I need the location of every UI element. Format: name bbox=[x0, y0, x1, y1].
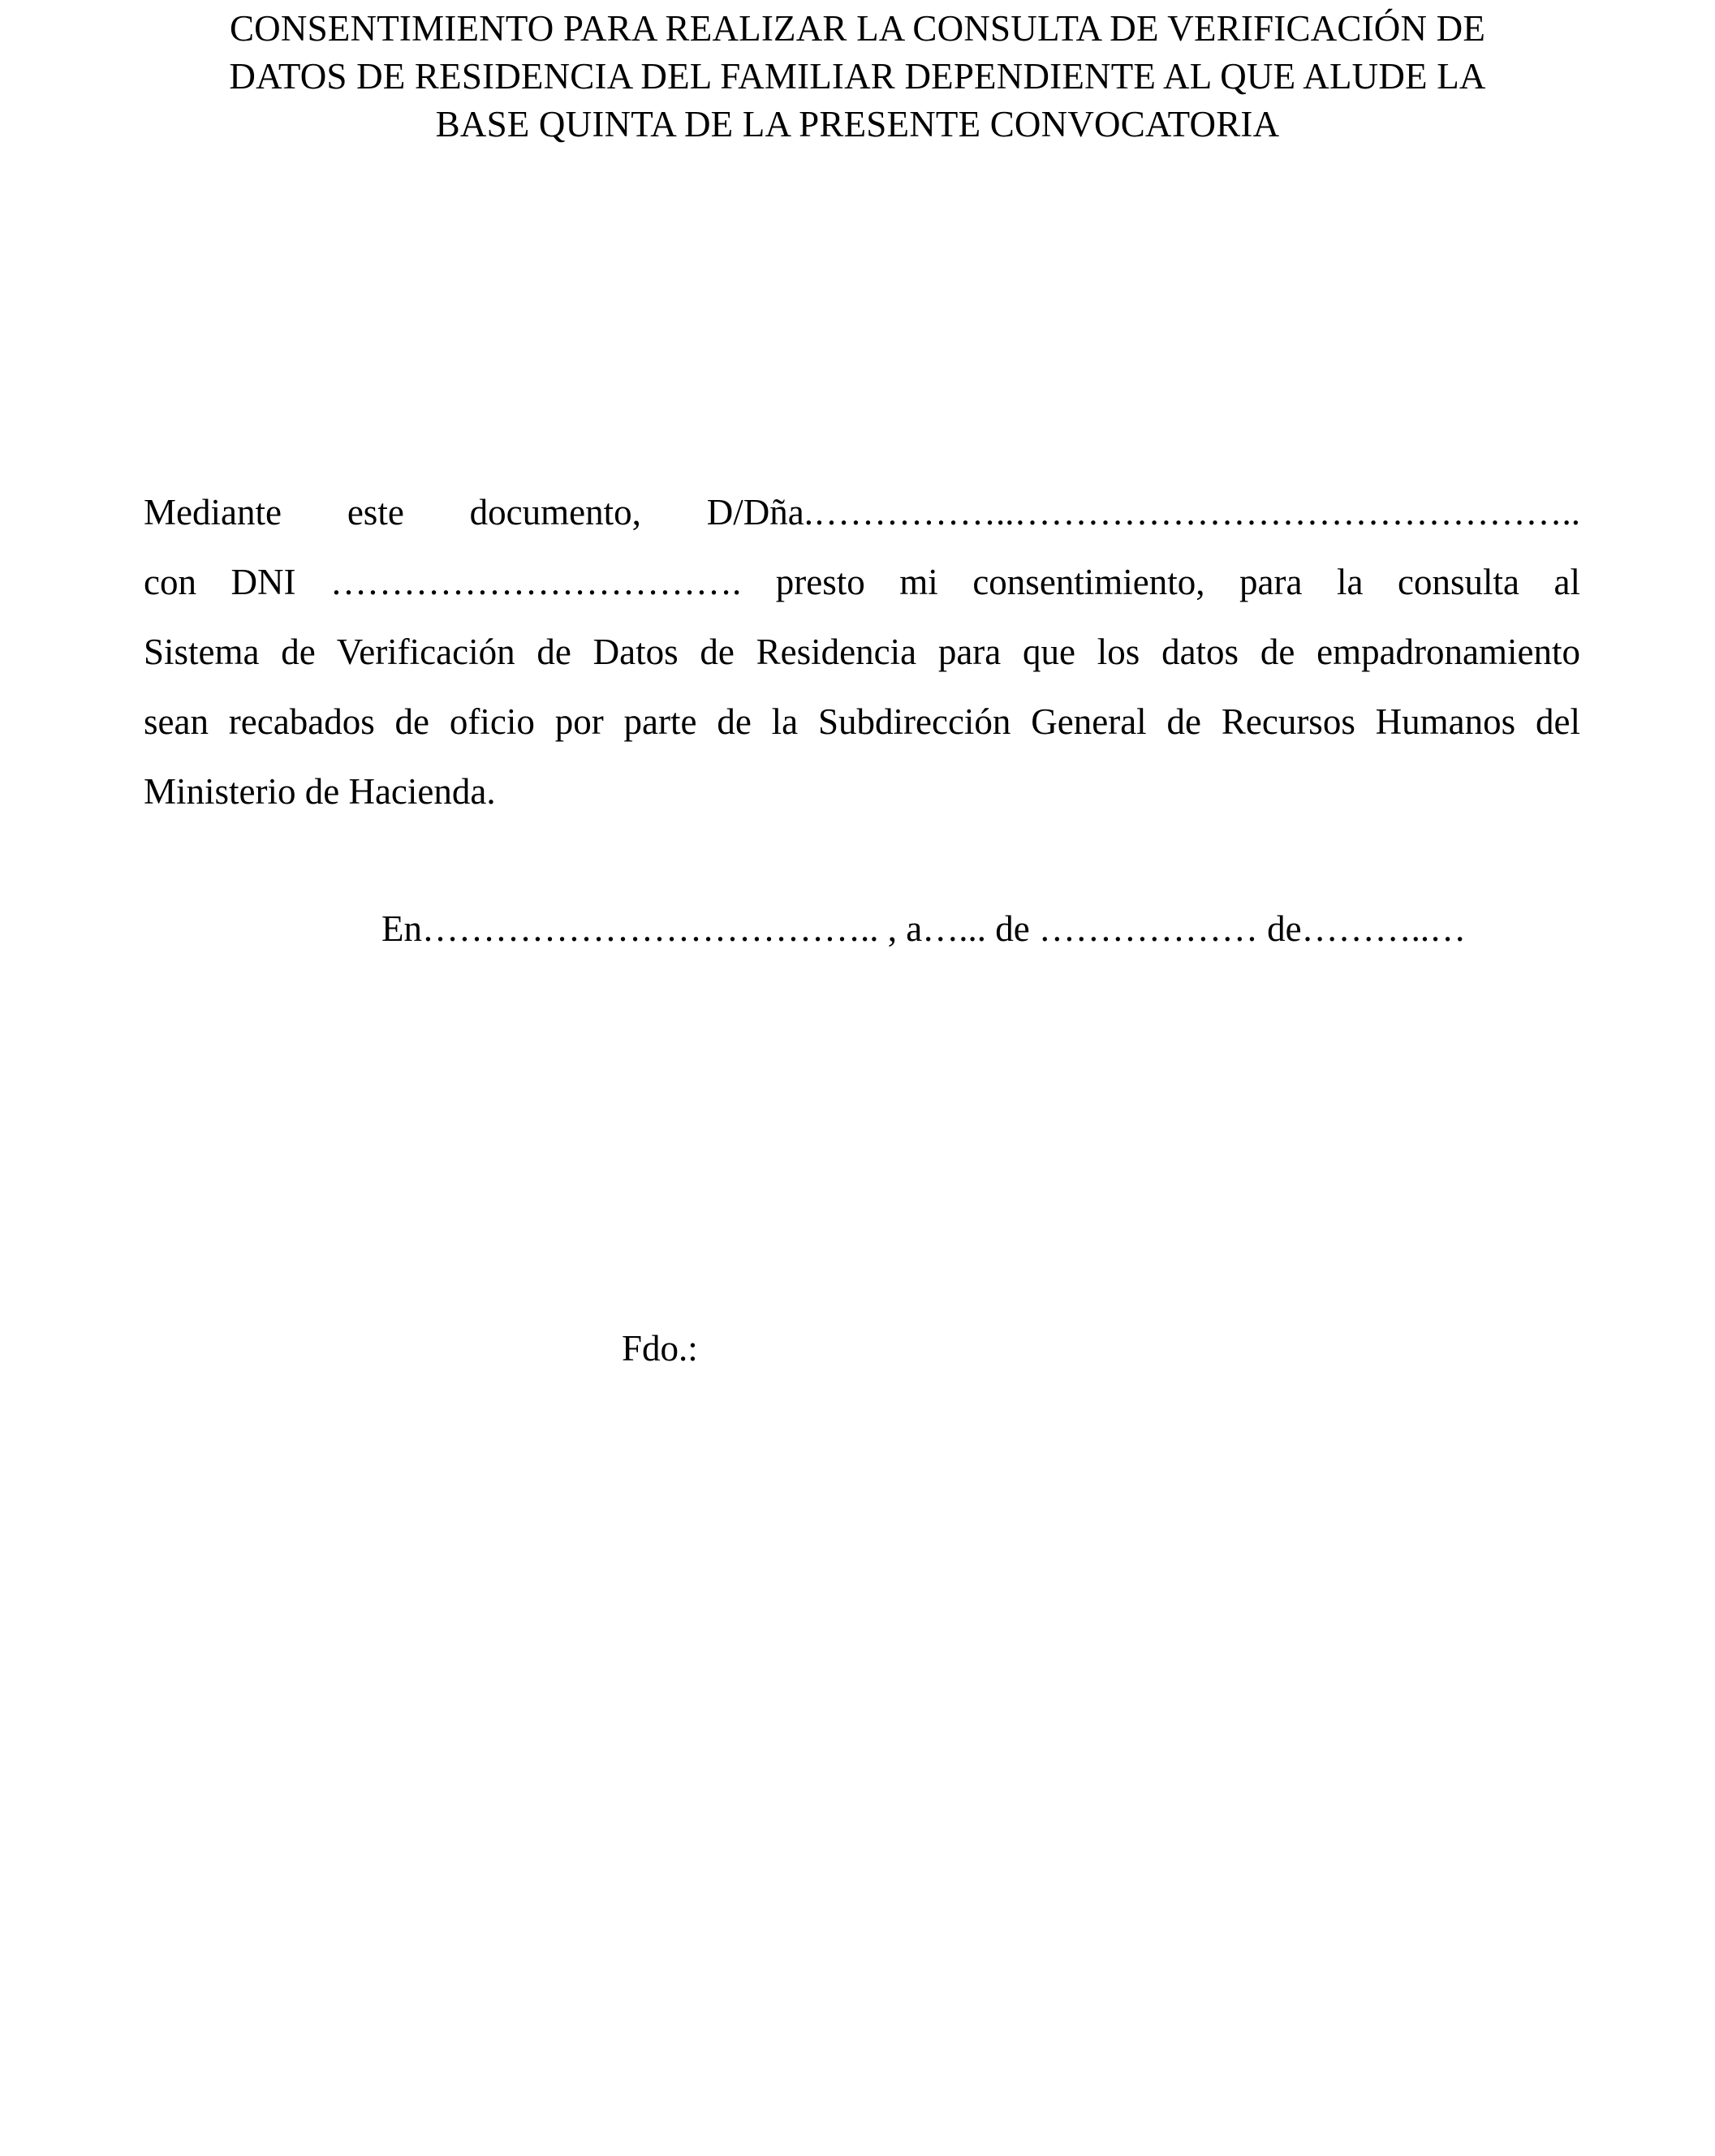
place-date-line: En……………………………….. , a…... de ……………… de………..… bbox=[381, 908, 1467, 949]
paragraph-line-5: Ministerio de Hacienda. bbox=[144, 771, 496, 812]
title-line-3: BASE QUINTA DE LA PRESENTE CONVOCATORIA bbox=[435, 104, 1280, 144]
title-line-1: CONSENTIMIENTO PARA REALIZAR LA CONSULTA DE VERIFICACIÓN DE bbox=[229, 8, 1486, 49]
signature-label: Fdo.: bbox=[622, 1328, 698, 1369]
consent-paragraph bbox=[144, 477, 1580, 826]
paragraph-line-2: con DNI ……………………………. presto mi consentimiento, para la consulta al bbox=[144, 562, 1580, 602]
paragraph-line-4: sean recabados de oficio por parte de la Subdirección General de Recursos Humanos del bbox=[144, 701, 1580, 742]
document-title bbox=[122, 5, 1593, 149]
paragraph-line-1: Mediante este documento, D/Dña.……………..……………………………………….. bbox=[144, 492, 1580, 533]
paragraph-line-3: Sistema de Verificación de Datos de Residencia para que los datos de empadronamiento bbox=[144, 632, 1580, 672]
title-line-2: DATOS DE RESIDENCIA DEL FAMILIAR DEPENDIENTE AL QUE ALUDE LA bbox=[229, 56, 1486, 97]
